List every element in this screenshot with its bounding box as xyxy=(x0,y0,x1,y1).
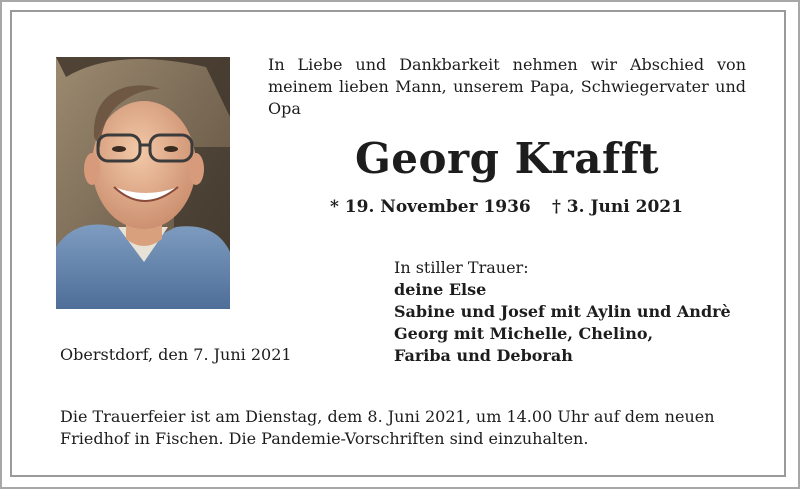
mourners-block xyxy=(394,257,764,367)
mourners-heading: In stiller Trauer: xyxy=(394,258,529,277)
mourner-line: Sabine und Josef mit Aylin und Andrè xyxy=(394,302,731,321)
place-date: Oberstdorf, den 7. Juni 2021 xyxy=(60,345,292,364)
intro-text: In Liebe und Dankbarkeit nehmen wir Abschied von meinem lieben Mann, unserem Papa, Schwiegervater und Opa xyxy=(268,55,746,118)
life-dates xyxy=(268,196,746,218)
mourner-line: deine Else xyxy=(394,280,487,299)
death-date: † 3. Juni 2021 xyxy=(552,197,683,217)
deceased-name: Georg Krafft xyxy=(354,134,660,183)
mourner-line: Fariba und Deborah xyxy=(394,346,573,365)
portrait-photo xyxy=(56,57,230,309)
funeral-service-notice: Die Trauerfeier ist am Dienstag, dem 8. Juni 2021, um 14.00 Uhr auf dem neuen Friedhof in Fischen. Die Pandemie-Vorschriften sind einzuhalten. xyxy=(60,407,715,448)
birth-date: * 19. November 1936 xyxy=(330,197,531,217)
mourner-line: Georg mit Michelle, Chelino, xyxy=(394,324,654,343)
